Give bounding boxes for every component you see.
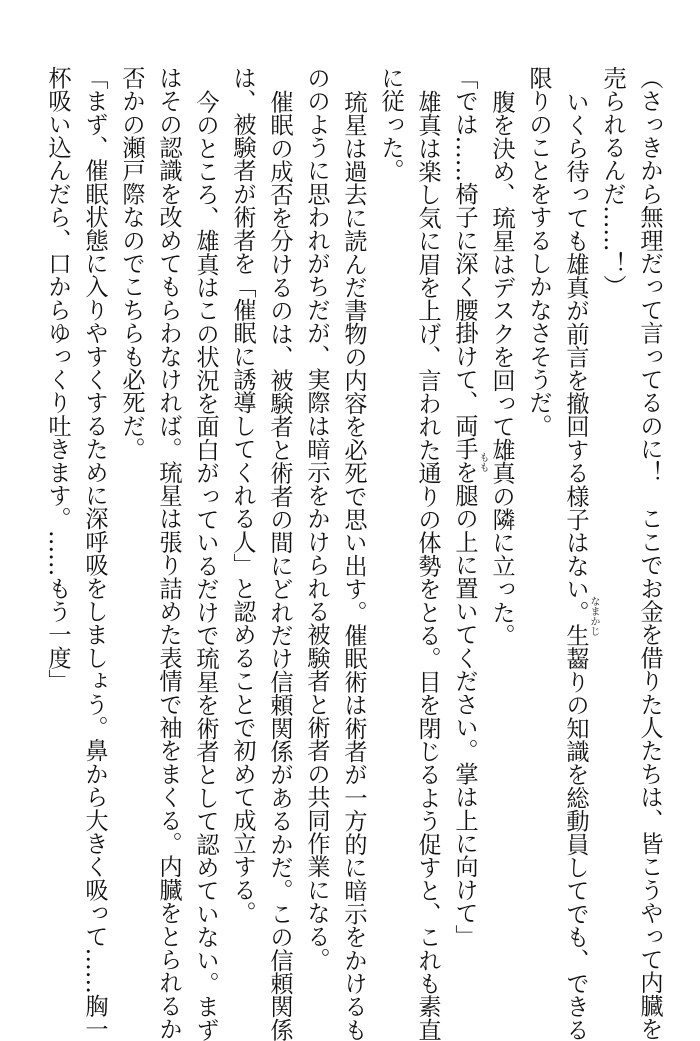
text-line-10: ののように思われがちだが、実際は暗示をかけられる被験者と術者の共同作業になる。	[303, 66, 330, 971]
text-line-6: 「では……椅子に深く腰掛けて、両手を腿の上に置いてください。掌は上に向けて」	[451, 66, 478, 948]
text-line-17: 杯吸い込んだら、口からゆっくり吐きます。……もう一度」	[44, 66, 71, 693]
text-line-12: は、被験者が術者を「催眠に誘導してくれる人」と認めることで初めて成立する。	[229, 66, 256, 925]
text-line-16: 「まず、催眠状態に入りやすくするために深呼吸をしましょう。鼻から大きく吸って……胸一	[81, 66, 108, 1041]
text-line-14: はその認識を改めてもらわなければ。琉星は張り詰めた表情で袖をまくる。内臓をとられるか	[155, 66, 182, 1041]
text-line-5: 腹を決め、琉星はデスクを回って雄真の隣に立った。	[488, 90, 515, 647]
text-line-4: 限りのことをするしかなさそうだ。	[525, 66, 552, 438]
text-line-7: 雄真は楽し気に眉を上げ、言われた通りの体勢をとる。目を閉じるよう促すと、これも素直	[414, 90, 441, 1041]
text-line-15: 否かの瀬戸際なのでこちらも必死だ。	[118, 66, 145, 461]
ruby-momo: もも	[477, 452, 488, 472]
text-line-8: に従った。	[377, 66, 404, 182]
text-line-9: 琉星は過去に読んだ書物の内容を必死で思い出す。催眠術は術者が一方的に暗示をかけるも	[340, 90, 367, 1041]
text-line-11: 催眠の成否を分けるのは、被験者と術者の間にどれだけ信頼関係があるかだ。この信頼関係	[266, 90, 293, 1041]
text-line-3: いくら待っても雄真が前言を撤回する様子はない。生齧りの知識を総動員してでも、できる	[562, 90, 589, 1041]
text-line-1: （さっきから無理だって言ってるのに！ ここでお金を借りた人たちは、皆こうやって内臓を	[636, 66, 663, 1041]
ruby-namakaji: なまかじ	[588, 596, 599, 636]
text-line-2: 売られるんだ……！）	[599, 66, 626, 298]
text-line-13: 今のところ、雄真はこの状況を面白がっているだけで琉星を術者として認めていない。まず	[192, 90, 219, 1041]
